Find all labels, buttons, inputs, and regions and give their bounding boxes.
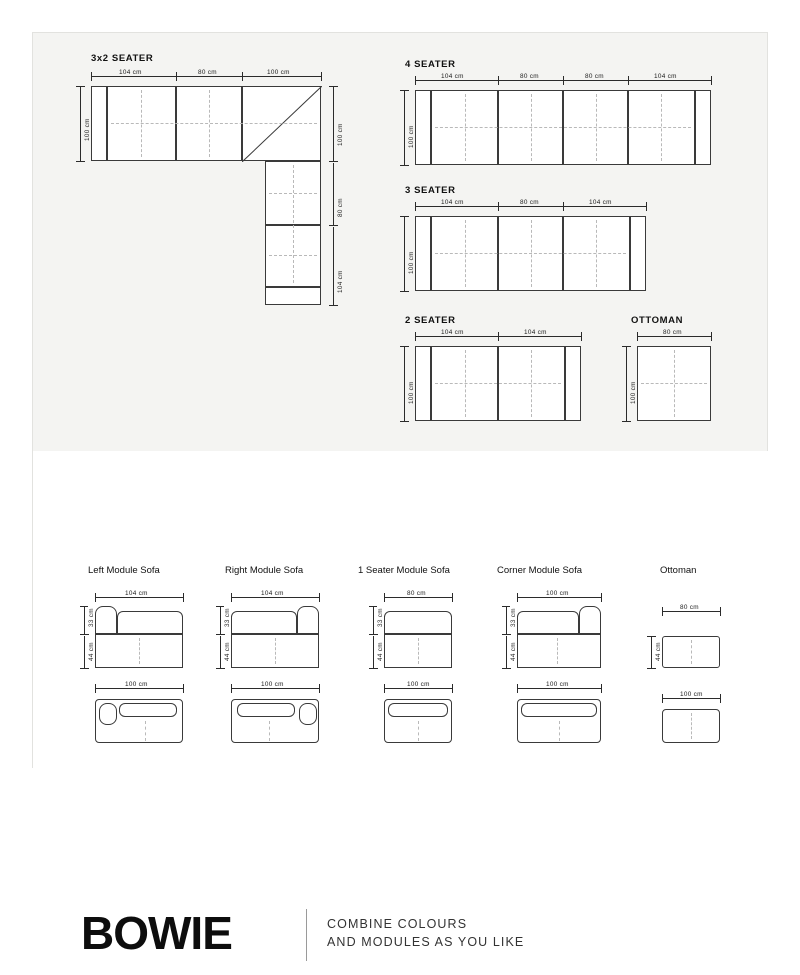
- sofa-module-arm: [265, 287, 321, 305]
- dim-tick: [646, 202, 647, 211]
- dim-tick: [91, 72, 92, 81]
- module-plan-arm: [299, 703, 317, 725]
- dim-label: 100 cm: [630, 381, 637, 404]
- seat-seam: [465, 350, 466, 417]
- seat-seam: [559, 721, 560, 741]
- dim-tick: [502, 668, 511, 669]
- dim-tick: [400, 346, 409, 347]
- dim-tick: [622, 346, 631, 347]
- dim-line: [506, 606, 507, 634]
- dim-label: 104 cm: [654, 73, 677, 80]
- dim-tick: [400, 291, 409, 292]
- dim-tick: [517, 684, 518, 693]
- dim-tick: [80, 634, 89, 635]
- dim-line: [415, 206, 646, 207]
- module-front-back: [231, 611, 297, 634]
- sofa-module-arm: [91, 86, 107, 161]
- dim-line: [231, 597, 319, 598]
- dim-line: [651, 636, 652, 668]
- dim-label: 104 cm: [441, 329, 464, 336]
- dim-tick: [319, 684, 320, 693]
- dim-label: 104 cm: [119, 69, 142, 76]
- dim-line: [95, 688, 183, 689]
- dim-tick: [95, 684, 96, 693]
- dim-tick: [581, 332, 582, 341]
- seat-seam: [435, 127, 691, 128]
- dim-tick: [647, 668, 656, 669]
- config-title-3x2-seater: 3x2 SEATER: [91, 53, 154, 64]
- dim-line: [662, 698, 720, 699]
- dim-label: 104 cm: [589, 199, 612, 206]
- dim-tick: [628, 76, 629, 85]
- config-title-3-seater: 3 SEATER: [405, 185, 456, 196]
- sofa-module-arm: [630, 216, 646, 291]
- dim-label: 100 cm: [267, 69, 290, 76]
- dim-line: [84, 636, 85, 668]
- dim-line: [220, 606, 221, 634]
- dim-tick: [216, 634, 225, 635]
- seat-seam: [531, 220, 532, 287]
- dim-label: 104 cm: [441, 73, 464, 80]
- dim-tick: [662, 694, 663, 703]
- dim-tick: [231, 593, 232, 602]
- brand-tagline-line2: AND MODULES AS YOU LIKE: [327, 935, 525, 949]
- dim-tick: [415, 76, 416, 85]
- dim-label: 100 cm: [261, 681, 284, 688]
- dim-tick: [400, 165, 409, 166]
- dim-tick: [400, 90, 409, 91]
- sofa-module-arm: [415, 216, 431, 291]
- module-plan-back: [237, 703, 295, 717]
- dim-line: [404, 216, 405, 291]
- module-front-arm: [297, 606, 319, 634]
- brand-divider: [306, 909, 307, 961]
- dim-tick: [369, 634, 378, 635]
- dim-line: [80, 86, 81, 161]
- seat-seam: [293, 165, 294, 283]
- dim-tick: [720, 607, 721, 616]
- dim-tick: [563, 76, 564, 85]
- dim-line: [517, 688, 601, 689]
- dim-label: 104 cm: [441, 199, 464, 206]
- dim-label: 80 cm: [520, 73, 539, 80]
- dim-tick: [329, 161, 338, 162]
- seat-seam: [145, 721, 146, 741]
- dim-line: [373, 636, 374, 668]
- seat-seam: [275, 638, 276, 664]
- dim-label: 100 cm: [546, 590, 569, 597]
- seat-seam: [691, 713, 692, 739]
- dim-line: [91, 76, 321, 77]
- module-front-arm: [579, 606, 601, 634]
- dim-line: [333, 86, 334, 161]
- dim-label: 104 cm: [337, 270, 344, 293]
- dim-tick: [400, 421, 409, 422]
- dim-tick: [329, 225, 338, 226]
- dim-line: [662, 611, 720, 612]
- dim-label: 80 cm: [337, 198, 344, 217]
- dim-tick: [498, 332, 499, 341]
- dim-line: [231, 688, 319, 689]
- dim-label: 80 cm: [520, 199, 539, 206]
- dim-tick: [216, 668, 225, 669]
- seat-seam: [269, 721, 270, 741]
- seat-seam: [435, 383, 561, 384]
- spec-sheet: [32, 32, 768, 959]
- config-title-2-seater: 2 SEATER: [405, 315, 456, 326]
- dim-line: [404, 90, 405, 165]
- module-label-right-module-sofa: Right Module Sofa: [225, 565, 304, 576]
- sofa-module-arm: [415, 90, 431, 165]
- dim-tick: [622, 421, 631, 422]
- dim-label: 44 cm: [88, 642, 95, 661]
- module-label-corner-module-sofa: Corner Module Sofa: [497, 565, 583, 576]
- dim-label: 100 cm: [408, 381, 415, 404]
- dim-tick: [231, 684, 232, 693]
- dim-tick: [720, 694, 721, 703]
- module-label-ottoman: Ottoman: [660, 565, 697, 576]
- dim-tick: [400, 216, 409, 217]
- seat-seam: [596, 220, 597, 287]
- dim-tick: [76, 161, 85, 162]
- seat-seam: [557, 638, 558, 664]
- dim-label: 100 cm: [408, 251, 415, 274]
- config-title-4-seater: 4 SEATER: [405, 59, 456, 70]
- seat-seam: [531, 350, 532, 417]
- seat-seam: [596, 94, 597, 161]
- seat-seam: [661, 94, 662, 161]
- dim-tick: [517, 593, 518, 602]
- dim-line: [506, 636, 507, 668]
- module-front-back: [517, 611, 579, 634]
- sofa-module-arm: [695, 90, 711, 165]
- dim-tick: [601, 593, 602, 602]
- dim-tick: [711, 76, 712, 85]
- dim-label: 80 cm: [198, 69, 217, 76]
- dim-tick: [498, 76, 499, 85]
- brand-tagline-line1: COMBINE COLOURS: [327, 917, 468, 931]
- dim-tick: [563, 202, 564, 211]
- dim-line: [84, 606, 85, 634]
- dim-label: 80 cm: [585, 73, 604, 80]
- module-plan-back: [521, 703, 597, 717]
- dim-tick: [452, 593, 453, 602]
- dim-label: 104 cm: [261, 590, 284, 597]
- dim-line: [384, 688, 452, 689]
- dim-label: 44 cm: [655, 642, 662, 661]
- dim-label: 104 cm: [524, 329, 547, 336]
- brand-name: BOWIE: [81, 907, 232, 959]
- module-label-1-seater-module-sofa: 1 Seater Module Sofa: [358, 565, 450, 576]
- dim-label: 100 cm: [125, 681, 148, 688]
- dim-tick: [321, 72, 322, 81]
- dim-line: [333, 163, 334, 225]
- module-legend-section: [33, 451, 769, 959]
- dim-label: 33 cm: [510, 608, 517, 627]
- dim-tick: [242, 72, 243, 81]
- dim-tick: [369, 668, 378, 669]
- dim-label: 80 cm: [663, 329, 682, 336]
- seat-seam: [674, 350, 675, 417]
- dim-tick: [329, 86, 338, 87]
- dim-label: 44 cm: [377, 642, 384, 661]
- dim-tick: [80, 668, 89, 669]
- module-front-arm: [95, 606, 117, 634]
- dim-label: 33 cm: [88, 608, 95, 627]
- seat-seam: [531, 94, 532, 161]
- dim-line: [637, 336, 711, 337]
- dim-tick: [384, 593, 385, 602]
- dim-label: 33 cm: [377, 608, 384, 627]
- dim-line: [333, 227, 334, 305]
- dim-tick: [498, 202, 499, 211]
- dim-tick: [637, 332, 638, 341]
- module-label-left-module-sofa: Left Module Sofa: [88, 565, 160, 576]
- dim-line: [220, 636, 221, 668]
- dim-tick: [384, 684, 385, 693]
- dim-label: 104 cm: [125, 590, 148, 597]
- dim-line: [373, 606, 374, 634]
- seat-seam: [418, 721, 419, 741]
- sofa-module-arm: [415, 346, 431, 421]
- dim-tick: [415, 332, 416, 341]
- dim-line: [626, 346, 627, 421]
- dim-label: 100 cm: [407, 681, 430, 688]
- seat-seam: [465, 94, 466, 161]
- dim-tick: [176, 72, 177, 81]
- dim-tick: [452, 684, 453, 693]
- seat-seam: [418, 638, 419, 664]
- dim-tick: [183, 593, 184, 602]
- seat-seam: [139, 638, 140, 664]
- dim-line: [95, 597, 183, 598]
- dim-line: [404, 346, 405, 421]
- module-plan-back: [119, 703, 177, 717]
- dim-tick: [601, 684, 602, 693]
- dim-label: 100 cm: [546, 681, 569, 688]
- seat-seam: [691, 640, 692, 664]
- dim-label: 100 cm: [408, 125, 415, 148]
- dim-tick: [647, 636, 656, 637]
- dim-label: 100 cm: [337, 123, 344, 146]
- dim-label: 44 cm: [224, 642, 231, 661]
- dim-label: 33 cm: [224, 608, 231, 627]
- dim-label: 100 cm: [84, 118, 91, 141]
- dim-tick: [319, 593, 320, 602]
- dim-tick: [415, 202, 416, 211]
- module-plan-arm: [99, 703, 117, 725]
- module-front-seat: [517, 634, 601, 668]
- dim-tick: [662, 607, 663, 616]
- dim-tick: [183, 684, 184, 693]
- dim-label: 100 cm: [680, 691, 703, 698]
- module-front-back: [384, 611, 452, 634]
- dim-tick: [711, 332, 712, 341]
- dim-label: 80 cm: [407, 590, 426, 597]
- corner-diagonal-icon: [242, 86, 322, 162]
- dim-label: 44 cm: [510, 642, 517, 661]
- dim-line: [384, 597, 452, 598]
- dim-tick: [95, 593, 96, 602]
- config-title-ottoman: OTTOMAN: [631, 315, 684, 326]
- brand-block: [81, 903, 721, 975]
- dim-tick: [76, 86, 85, 87]
- sofa-module-arm: [565, 346, 581, 421]
- seat-seam: [465, 220, 466, 287]
- dim-line: [517, 597, 601, 598]
- dim-tick: [329, 305, 338, 306]
- seat-seam: [111, 123, 317, 124]
- module-plan-back: [388, 703, 448, 717]
- dim-label: 80 cm: [680, 604, 699, 611]
- dim-tick: [502, 634, 511, 635]
- module-front-back: [117, 611, 183, 634]
